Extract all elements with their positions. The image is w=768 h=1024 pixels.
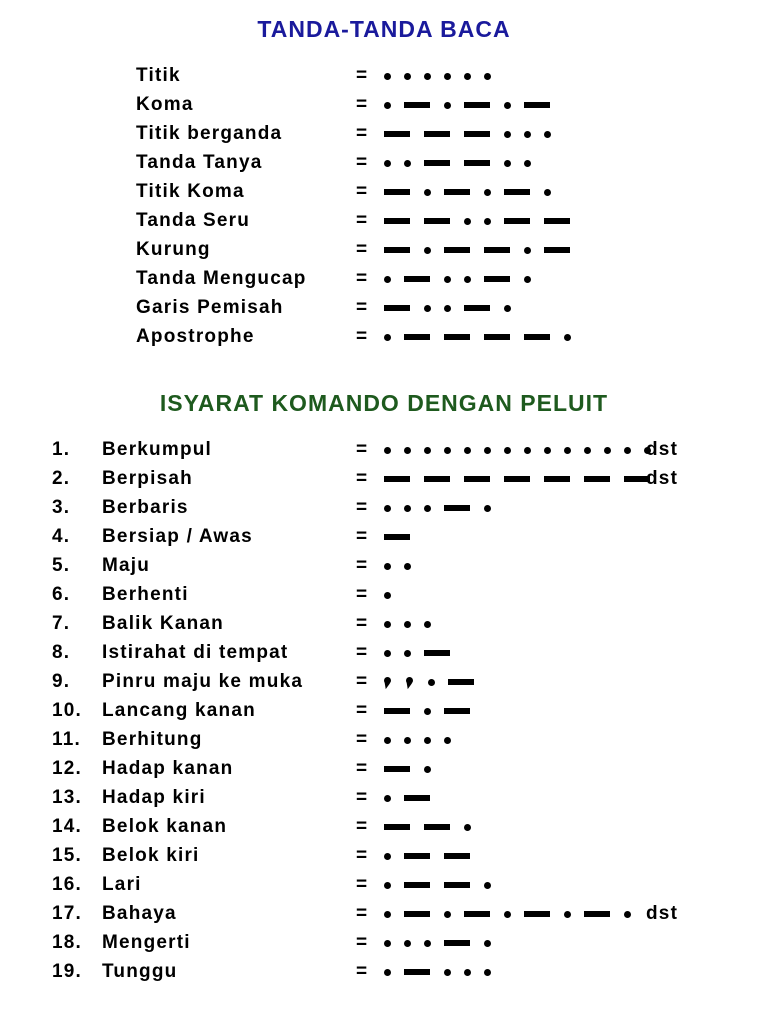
dash-symbol <box>384 476 410 482</box>
item-label: Titik Koma <box>136 181 245 202</box>
dot-symbol <box>544 447 551 454</box>
dot-symbol <box>464 447 471 454</box>
equals-sign: = <box>356 932 369 953</box>
dst-suffix: dst <box>646 903 679 924</box>
item-label: Berbaris <box>102 497 189 518</box>
signal-code <box>384 841 654 870</box>
signal-code <box>384 119 654 148</box>
signal-code <box>384 551 654 580</box>
item-label: Tanda Tanya <box>136 152 263 173</box>
dash-symbol <box>448 679 474 685</box>
dot-symbol <box>444 737 451 744</box>
item-label: Berkumpul <box>102 439 213 460</box>
dot-symbol <box>404 650 411 657</box>
signal-code <box>384 870 654 899</box>
signal-code <box>384 725 654 754</box>
whistle-command-row <box>0 812 768 841</box>
item-number: 19. <box>52 961 83 982</box>
item-number: 1. <box>52 439 71 460</box>
dash-symbol <box>384 766 410 772</box>
dot-symbol <box>604 447 611 454</box>
signal-code <box>384 609 654 638</box>
dash-symbol <box>424 476 450 482</box>
signal-code <box>384 812 654 841</box>
equals-sign: = <box>356 297 369 318</box>
dot-symbol <box>444 276 451 283</box>
dash-symbol <box>484 247 510 253</box>
dot-symbol <box>524 160 531 167</box>
dash-symbol <box>444 853 470 859</box>
signal-code <box>384 177 654 206</box>
dash-symbol <box>544 218 570 224</box>
punctuation-row <box>0 177 768 206</box>
dot-symbol <box>564 911 571 918</box>
equals-sign: = <box>356 816 369 837</box>
dot-symbol <box>484 940 491 947</box>
dash-symbol <box>404 102 430 108</box>
signal-code <box>384 148 654 177</box>
dash-symbol <box>444 189 470 195</box>
item-label: Balik Kanan <box>102 613 224 634</box>
item-number: 10. <box>52 700 83 721</box>
dash-symbol <box>384 824 410 830</box>
signal-code <box>384 90 654 119</box>
dot-symbol <box>464 824 471 831</box>
item-label: Hadap kiri <box>102 787 206 808</box>
dot-symbol <box>424 305 431 312</box>
item-label: Titik <box>136 65 181 86</box>
item-label: Bahaya <box>102 903 177 924</box>
item-number: 7. <box>52 613 71 634</box>
dot-symbol <box>404 505 411 512</box>
dot-symbol <box>444 969 451 976</box>
equals-sign: = <box>356 326 369 347</box>
item-label: Lancang kanan <box>102 700 256 721</box>
item-label: Hadap kanan <box>102 758 234 779</box>
dot-symbol <box>404 160 411 167</box>
equals-sign: = <box>356 268 369 289</box>
equals-sign: = <box>356 497 369 518</box>
whistle-command-row <box>0 725 768 754</box>
whistle-command-row <box>0 899 768 928</box>
dash-symbol <box>464 911 490 917</box>
dot-symbol <box>384 911 391 918</box>
dot-symbol <box>484 218 491 225</box>
signal-code <box>384 435 654 464</box>
dash-symbol <box>384 218 410 224</box>
signal-code <box>384 464 654 493</box>
item-label: Belok kiri <box>102 845 200 866</box>
equals-sign: = <box>356 181 369 202</box>
equals-sign: = <box>356 468 369 489</box>
signal-code <box>384 293 654 322</box>
item-label: Apostrophe <box>136 326 255 347</box>
dot-symbol <box>464 969 471 976</box>
punctuation-row <box>0 293 768 322</box>
signal-code <box>384 322 654 351</box>
whistle-command-row <box>0 464 768 493</box>
punctuation-row <box>0 148 768 177</box>
equals-sign: = <box>356 65 369 86</box>
dot-symbol <box>484 189 491 196</box>
dot-symbol <box>524 131 531 138</box>
signal-code <box>384 235 654 264</box>
dot-symbol <box>384 505 391 512</box>
dash-symbol <box>384 247 410 253</box>
equals-sign: = <box>356 671 369 692</box>
dot-symbol <box>504 131 511 138</box>
item-label: Garis Pemisah <box>136 297 284 318</box>
dot-symbol <box>424 766 431 773</box>
equals-sign: = <box>356 613 369 634</box>
equals-sign: = <box>356 642 369 663</box>
item-number: 5. <box>52 555 71 576</box>
punctuation-row <box>0 264 768 293</box>
dot-symbol <box>424 247 431 254</box>
dot-symbol <box>524 447 531 454</box>
signal-code <box>384 638 654 667</box>
punctuation-title: TANDA-TANDA BACA <box>257 16 511 42</box>
dot-symbol <box>484 969 491 976</box>
dash-symbol <box>544 247 570 253</box>
dot-symbol <box>544 189 551 196</box>
dash-symbol <box>444 334 470 340</box>
dash-symbol <box>464 160 490 166</box>
item-label: Belok kanan <box>102 816 228 837</box>
equals-sign: = <box>356 729 369 750</box>
signal-code <box>384 61 654 90</box>
item-number: 2. <box>52 468 71 489</box>
dot-symbol <box>624 911 631 918</box>
dash-symbol <box>404 795 430 801</box>
whistle-command-row <box>0 435 768 464</box>
comma-symbol <box>384 677 391 684</box>
dot-symbol <box>428 679 435 686</box>
dot-symbol <box>424 621 431 628</box>
dot-symbol <box>444 447 451 454</box>
dash-symbol <box>464 476 490 482</box>
dot-symbol <box>524 247 531 254</box>
equals-sign: = <box>356 152 369 173</box>
dash-symbol <box>384 708 410 714</box>
dash-symbol <box>484 334 510 340</box>
item-label: Berhitung <box>102 729 203 750</box>
dot-symbol <box>384 795 391 802</box>
dash-symbol <box>404 882 430 888</box>
equals-sign: = <box>356 210 369 231</box>
item-label: Maju <box>102 555 151 576</box>
whistle-command-row <box>0 580 768 609</box>
dot-symbol <box>504 102 511 109</box>
dash-symbol <box>424 824 450 830</box>
item-number: 18. <box>52 932 83 953</box>
dash-symbol <box>524 911 550 917</box>
dot-symbol <box>424 940 431 947</box>
dot-symbol <box>544 131 551 138</box>
item-number: 4. <box>52 526 71 547</box>
equals-sign: = <box>356 758 369 779</box>
dash-symbol <box>444 708 470 714</box>
item-number: 13. <box>52 787 83 808</box>
punctuation-row <box>0 61 768 90</box>
whistle-command-row <box>0 667 768 696</box>
dash-symbol <box>504 476 530 482</box>
dot-symbol <box>464 276 471 283</box>
punctuation-row <box>0 206 768 235</box>
item-number: 17. <box>52 903 83 924</box>
whistle-command-row <box>0 754 768 783</box>
dash-symbol <box>404 334 430 340</box>
signal-code <box>384 696 654 725</box>
dash-symbol <box>424 131 450 137</box>
dot-symbol <box>444 102 451 109</box>
signal-code <box>384 580 654 609</box>
whistle-command-row <box>0 493 768 522</box>
item-label: Titik berganda <box>136 123 283 144</box>
dot-symbol <box>384 882 391 889</box>
dot-symbol <box>424 447 431 454</box>
dot-symbol <box>404 940 411 947</box>
equals-sign: = <box>356 903 369 924</box>
dot-symbol <box>504 160 511 167</box>
dash-symbol <box>444 882 470 888</box>
dot-symbol <box>504 305 511 312</box>
item-label: Tunggu <box>102 961 178 982</box>
dash-symbol <box>404 276 430 282</box>
item-label: Mengerti <box>102 932 191 953</box>
dash-symbol <box>444 940 470 946</box>
punctuation-row <box>0 119 768 148</box>
dot-symbol <box>384 73 391 80</box>
dot-symbol <box>384 160 391 167</box>
dot-symbol <box>384 621 391 628</box>
item-number: 12. <box>52 758 83 779</box>
dash-symbol <box>584 911 610 917</box>
dot-symbol <box>444 73 451 80</box>
dash-symbol <box>424 650 450 656</box>
item-label: Bersiap / Awas <box>102 526 253 547</box>
item-number: 3. <box>52 497 71 518</box>
equals-sign: = <box>356 845 369 866</box>
item-label: Berhenti <box>102 584 189 605</box>
whistle-command-row <box>0 928 768 957</box>
dash-symbol <box>444 247 470 253</box>
whistle-command-row <box>0 551 768 580</box>
punctuation-row <box>0 322 768 351</box>
dst-suffix: dst <box>646 468 679 489</box>
dot-symbol <box>624 447 631 454</box>
dash-symbol <box>484 276 510 282</box>
dot-symbol <box>384 102 391 109</box>
signal-code <box>384 754 654 783</box>
signal-code <box>384 783 654 812</box>
dot-symbol <box>404 621 411 628</box>
item-number: 11. <box>52 729 81 750</box>
dot-symbol <box>424 189 431 196</box>
item-label: Koma <box>136 94 194 115</box>
dot-symbol <box>484 505 491 512</box>
signal-code <box>384 264 654 293</box>
dst-suffix: dst <box>646 439 679 460</box>
equals-sign: = <box>356 439 369 460</box>
punctuation-row <box>0 90 768 119</box>
dash-symbol <box>424 160 450 166</box>
dash-symbol <box>504 189 530 195</box>
dot-symbol <box>584 447 591 454</box>
item-number: 6. <box>52 584 71 605</box>
dash-symbol <box>464 305 490 311</box>
dot-symbol <box>524 276 531 283</box>
item-label: Tanda Mengucap <box>136 268 307 289</box>
dash-symbol <box>384 305 410 311</box>
dot-symbol <box>384 969 391 976</box>
dash-symbol <box>544 476 570 482</box>
signal-code <box>384 667 654 696</box>
equals-sign: = <box>356 584 369 605</box>
dot-symbol <box>384 650 391 657</box>
dot-symbol <box>384 853 391 860</box>
whistle-command-row <box>0 957 768 986</box>
item-label: Lari <box>102 874 142 895</box>
dot-symbol <box>424 73 431 80</box>
dot-symbol <box>384 334 391 341</box>
dot-symbol <box>564 447 571 454</box>
dash-symbol <box>524 334 550 340</box>
whistle-command-row <box>0 783 768 812</box>
dot-symbol <box>484 73 491 80</box>
dash-symbol <box>584 476 610 482</box>
dot-symbol <box>404 737 411 744</box>
signal-code <box>384 493 654 522</box>
whistle-commands-title: ISYARAT KOMANDO DENGAN PELUIT <box>159 390 609 416</box>
comma-symbol <box>406 677 413 684</box>
whistle-command-row <box>0 609 768 638</box>
item-number: 14. <box>52 816 83 837</box>
dot-symbol <box>384 447 391 454</box>
equals-sign: = <box>356 961 369 982</box>
dot-symbol <box>484 447 491 454</box>
dot-symbol <box>384 592 391 599</box>
dash-symbol <box>464 102 490 108</box>
dash-symbol <box>464 131 490 137</box>
signal-code <box>384 206 654 235</box>
dot-symbol <box>464 73 471 80</box>
item-number: 16. <box>52 874 83 895</box>
dot-symbol <box>384 563 391 570</box>
dot-symbol <box>404 563 411 570</box>
item-number: 15. <box>52 845 83 866</box>
dot-symbol <box>424 737 431 744</box>
dot-symbol <box>464 218 471 225</box>
whistle-command-row <box>0 870 768 899</box>
signal-code <box>384 957 654 986</box>
item-label: Kurung <box>136 239 211 260</box>
item-label: Pinru maju ke muka <box>102 671 304 692</box>
dash-symbol <box>404 853 430 859</box>
dash-symbol <box>384 189 410 195</box>
dot-symbol <box>384 737 391 744</box>
dot-symbol <box>564 334 571 341</box>
dot-symbol <box>384 940 391 947</box>
dash-symbol <box>384 534 410 540</box>
whistle-command-row <box>0 696 768 725</box>
dot-symbol <box>424 708 431 715</box>
dash-symbol <box>504 218 530 224</box>
whistle-command-row <box>0 638 768 667</box>
whistle-command-row <box>0 522 768 551</box>
dash-symbol <box>444 505 470 511</box>
item-number: 8. <box>52 642 71 663</box>
equals-sign: = <box>356 787 369 808</box>
dot-symbol <box>404 73 411 80</box>
dash-symbol <box>384 131 410 137</box>
dot-symbol <box>504 447 511 454</box>
dash-symbol <box>404 911 430 917</box>
dot-symbol <box>504 911 511 918</box>
dot-symbol <box>404 447 411 454</box>
signal-code <box>384 899 654 928</box>
item-label: Berpisah <box>102 468 193 489</box>
dash-symbol <box>424 218 450 224</box>
dash-symbol <box>404 969 430 975</box>
whistle-command-row <box>0 841 768 870</box>
item-label: Tanda Seru <box>136 210 251 231</box>
equals-sign: = <box>356 526 369 547</box>
dot-symbol <box>484 882 491 889</box>
equals-sign: = <box>356 239 369 260</box>
dot-symbol <box>424 505 431 512</box>
equals-sign: = <box>356 555 369 576</box>
dot-symbol <box>384 276 391 283</box>
equals-sign: = <box>356 700 369 721</box>
dot-symbol <box>444 911 451 918</box>
item-label: Istirahat di tempat <box>102 642 289 663</box>
dot-symbol <box>444 305 451 312</box>
equals-sign: = <box>356 123 369 144</box>
signal-code <box>384 522 654 551</box>
punctuation-row <box>0 235 768 264</box>
dash-symbol <box>524 102 550 108</box>
equals-sign: = <box>356 874 369 895</box>
signal-code <box>384 928 654 957</box>
item-number: 9. <box>52 671 71 692</box>
equals-sign: = <box>356 94 369 115</box>
